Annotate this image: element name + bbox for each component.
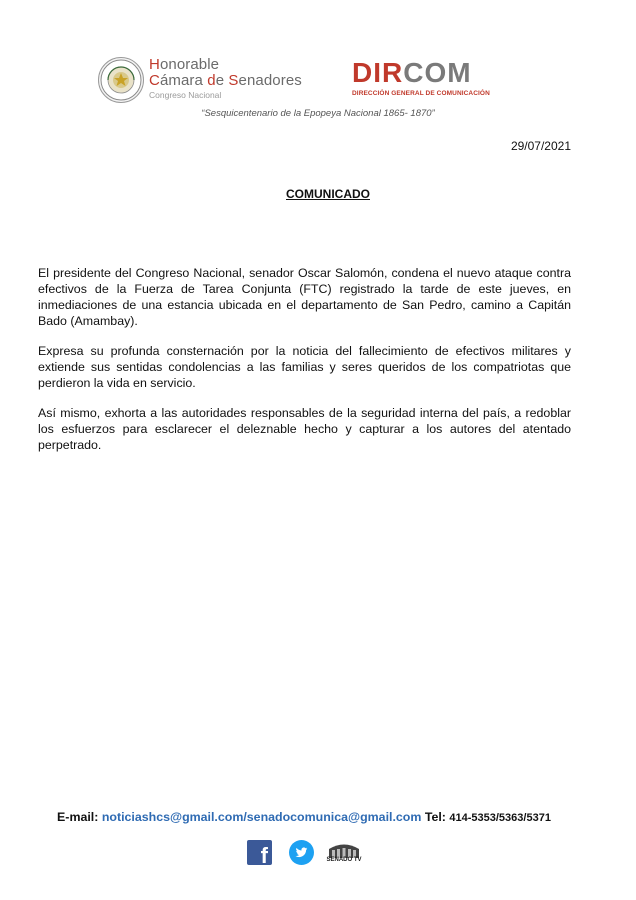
twitter-icon[interactable]	[289, 840, 314, 865]
senate-name	[149, 57, 302, 100]
email-label: E-mail:	[57, 810, 99, 824]
senate-seal-logo	[98, 57, 144, 103]
dircom-title: DIRCOM	[352, 57, 472, 88]
facebook-icon[interactable]: f	[247, 840, 272, 865]
contact-line	[0, 810, 608, 824]
paragraph: El presidente del Congreso Nacional, senador Oscar Salomón, condena el nuevo ataque contra efectivos de la Fuerza de Tarea Conjunta (FTC) registrado la tarde de este jueves, en inmediaciones de una estancia ubicada en el departamento de San Pedro, camino a Capitán Bado (Amambay).	[38, 266, 571, 328]
paragraph: Así mismo, exhorta a las autoridades responsables de la seguridad interna del país, a redoblar los esfuerzos para esclarecer el deleznable hecho y capturar a los autores del atentado perpetrado.	[38, 406, 571, 452]
paragraph: Expresa su profunda consternación por la noticia del fallecimiento de efectivos militares y extiende sus sentidas condolencias a las familias y seres queridos de los compatriotas que perdieron la vida en servicio.	[38, 344, 571, 390]
document-heading: COMUNICADO	[286, 187, 370, 201]
chamber-line1: Honorable	[149, 56, 220, 73]
dircom-logo	[352, 59, 490, 97]
chamber-line3: Congreso Nacional	[149, 90, 222, 100]
email-link[interactable]: noticiashcs@gmail.com/senadocomunica@gmail.com	[101, 810, 422, 824]
document-date: 29/07/2021	[510, 139, 571, 153]
tel-value: 414-5353/5363/5371	[449, 812, 551, 824]
tel-label: Tel:	[424, 810, 446, 824]
senado-tv-logo[interactable]	[325, 840, 363, 866]
dircom-subtitle: DIRECCIÓN GENERAL DE COMUNICACIÓN	[352, 90, 490, 97]
social-links	[0, 840, 636, 868]
chamber-line2: Cámara de Senadores	[149, 72, 302, 89]
senado-tv-label: SENADO TV	[326, 857, 362, 863]
tagline: “Sesquicentenario de la Epopeya Nacional 1865- 1870”	[201, 108, 435, 119]
document-body	[38, 265, 571, 467]
